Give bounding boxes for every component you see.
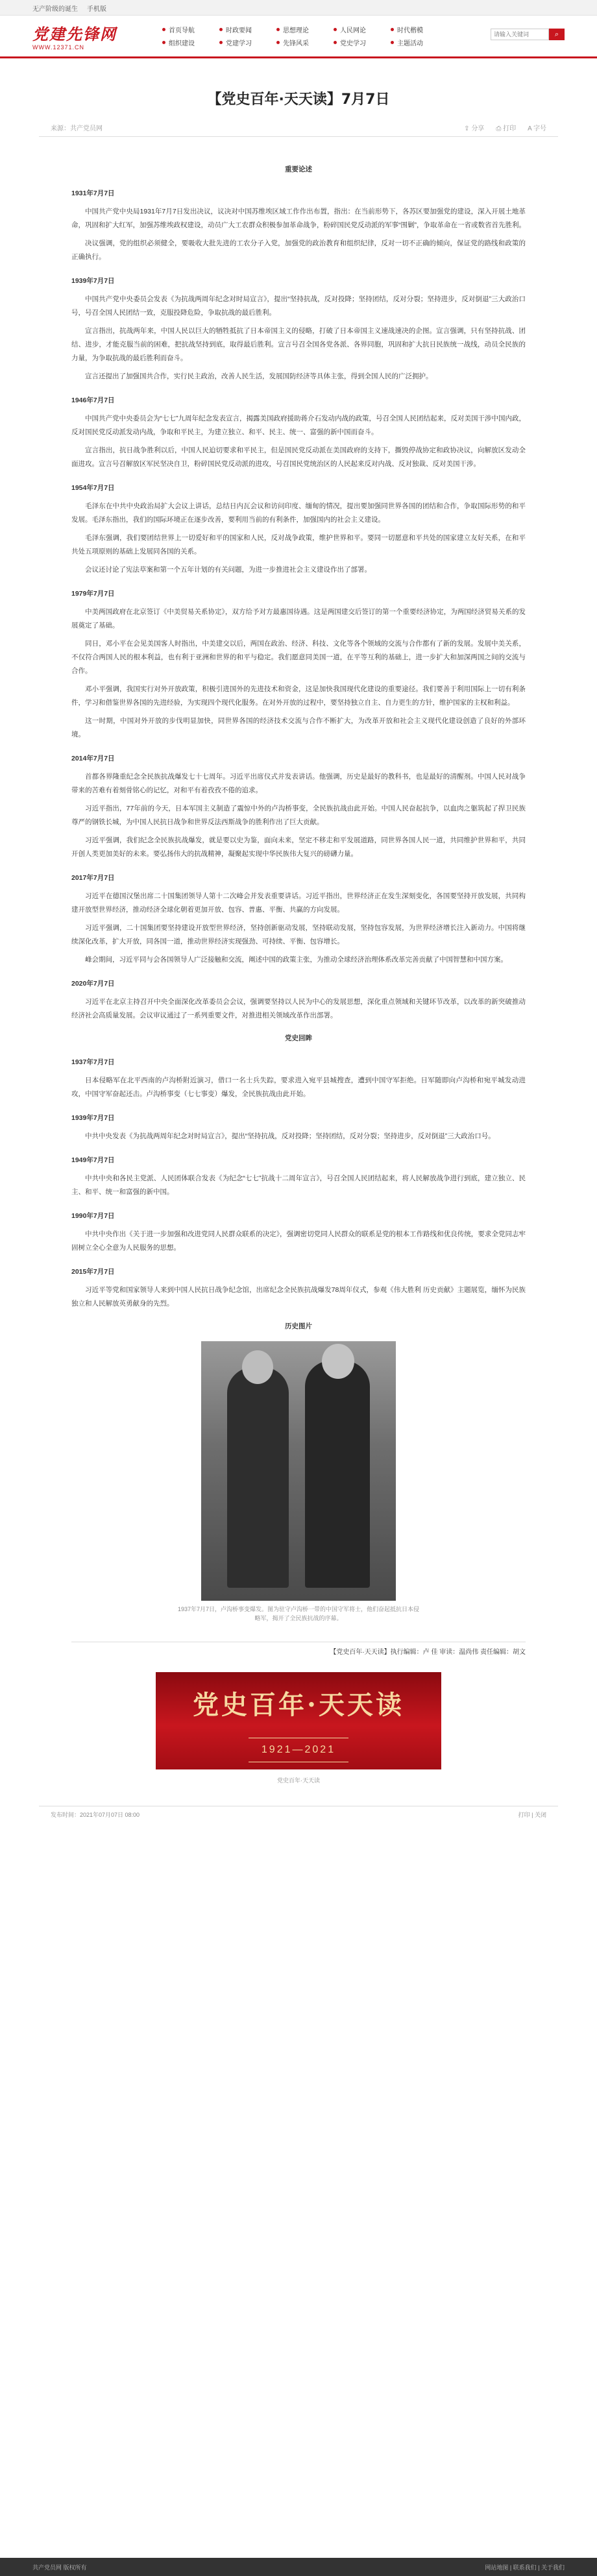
nav-item-2[interactable]: 思想理论 xyxy=(276,25,334,35)
paragraph: 同日，邓小平在会见美国客人时指出，中美建交以后，两国在政治、经济、科技、文化等各个领域的交流与合作都有了新的发展。发展中美关系，不仅符合两国人民的根本利益，也有利于亚洲和世界的和平与稳定。我们愿意同美国一道，在平等互利的基础上，进一步扩大和加深两国之间的交流与合作。 xyxy=(71,640,526,675)
section-history-blocks xyxy=(71,1056,526,1311)
year-heading: 2020年7月7日 xyxy=(71,980,115,988)
topbar-link-0[interactable]: 无产阶级的诞生 xyxy=(32,5,78,13)
year-heading: 1937年7月7日 xyxy=(71,1058,115,1066)
year-heading: 2017年7月7日 xyxy=(71,874,115,882)
year-heading: 1946年7月7日 xyxy=(71,396,115,404)
paragraph: 中国共产党中央委员会为“七七”九周年纪念发表宣言，揭露美国政府援助蒋介石发动内战的政策，号召全国人民团结起来，反对美国干涉中国内政，反对国民党反动派发动内战，争取和平民主，为建立独立、和平、民主、统一、富强的新中国而奋斗。 xyxy=(71,415,526,436)
paragraph: 宣言指出，抗日战争胜利以后，中国人民迫切要求和平民主，但是国民党反动派在美国政府的支持下，撕毁停战协定和政协决议，向解放区发动全面进攻。宣言号召解放区军民坚决自卫，粉碎国民党反动派的进攻，号召国民党统治区的人民起来反对内战、反对独裁、反对美国干涉。 xyxy=(71,446,526,468)
footer-copyright: 共产党员网 版权所有 xyxy=(32,2564,87,2571)
paragraph: 首都各界隆重纪念全民族抗战爆发七十七周年。习近平出席仪式并发表讲话。他强调，历史是最好的教科书，也是最好的清醒剂。中国人民对战争带来的苦难有着刻骨铭心的记忆，对和平有着孜孜不倦的追求。 xyxy=(71,773,526,794)
nav-item-1[interactable]: 时政要闻 xyxy=(219,25,276,35)
paragraph: 这一时期，中国对外开放的步伐明显加快，同世界各国的经济技术交流与合作不断扩大，为改革开放和社会主义现代化建设创造了良好的外部环境。 xyxy=(71,717,526,738)
section-heading-history: 党史回眸 xyxy=(285,1034,312,1042)
logo-url: WWW.12371.CN xyxy=(32,44,85,51)
section-heading-important: 重要论述 xyxy=(285,165,312,173)
article-tools xyxy=(464,123,546,132)
article-main xyxy=(39,88,558,1823)
paragraph: 宣言指出，抗战两年来，中国人民以巨大的牺牲抵抗了日本帝国主义的侵略，打破了日本帝国主义速战速决的企图。宣言强调，只有坚持抗战、团结、进步，才能克服当前的困难，把抗战坚持到底，取得最后胜利。宣言号召全国各党各派、各界同胞，巩固和扩大抗日民族统一战线，动员全民族的力量，为争取抗战的最后胜利而奋斗。 xyxy=(71,327,526,362)
paragraph: 习近平指出，77年前的今天，日本军国主义制造了震惊中外的卢沟桥事变，全民族抗战由此开始。中国人民奋起抗争，以血肉之躯筑起了捍卫民族尊严的钢铁长城，为中国人民抗日战争和世界反法西斯战争的胜利作出了巨大贡献。 xyxy=(71,805,526,826)
paragraph: 会议还讨论了宪法草案和第一个五年计划的有关问题，为进一步推进社会主义建设作出了部署。 xyxy=(85,566,371,574)
article-foot: 发布时间：2021年07月07日 08:00 打印 | 关闭 xyxy=(39,1806,558,1823)
banner-years: 1921—2021 xyxy=(249,1738,348,1762)
year-heading: 2014年7月7日 xyxy=(71,755,115,762)
nav-item-4[interactable]: 时代楷模 xyxy=(391,25,448,35)
paragraph: 中国共产党中央局1931年7月7日发出决议，议决对中国苏维埃区域工作作出布置，指出：在当前形势下，各苏区要加强党的建设，深入开展土地革命，巩固和扩大红军，加强苏维埃政权建设，动员广大工农群众积极参加革命战争，粉碎国民党反动派的军事“围剿”，争取革命在一省或数省首先胜利。 xyxy=(71,208,526,229)
section-important-blocks xyxy=(71,187,526,1023)
nav-item-3[interactable]: 人民网论 xyxy=(334,25,391,35)
article-meta xyxy=(39,123,558,137)
year-heading: 2015年7月7日 xyxy=(71,1268,115,1276)
series-banner xyxy=(156,1672,441,1769)
nav-item-5[interactable]: 组织建设 xyxy=(162,38,219,48)
main-nav xyxy=(162,25,448,48)
year-heading: 1949年7月7日 xyxy=(71,1156,115,1164)
paragraph: 宣言还提出了加强国共合作，实行民主政治，改善人民生活，发展国防经济等具体主张，得到全国人民的广泛拥护。 xyxy=(85,372,433,380)
paragraph: 习近平在德国汉堡出席二十国集团领导人第十二次峰会并发表重要讲话。习近平指出，世界经济正在发生深刻变化，各国要坚持开放发展，共同构建开放型世界经济，推动经济全球化朝着更加开放、包容、普惠、平衡、共赢的方向发展。 xyxy=(71,892,526,914)
year-heading: 1939年7月7日 xyxy=(71,277,115,285)
search-button[interactable] xyxy=(549,29,565,40)
nav-item-6[interactable]: 党建学习 xyxy=(219,38,276,48)
nav-item-8[interactable]: 党史学习 xyxy=(334,38,391,48)
nav-item-9[interactable]: 主题活动 xyxy=(391,38,448,48)
photo-caption: 1937年7月7日，卢沟桥事变爆发。图为驻守卢沟桥一带的中国守军将士，他们奋起抵抗日本侵略军，揭开了全民族抗战的序幕。 xyxy=(177,1606,420,1622)
logo-text: 党建先锋网 xyxy=(32,25,117,43)
article-title: 【党史百年·天天读】7月7日 xyxy=(207,91,390,108)
article-source: 来源：共产党员网 xyxy=(51,125,103,132)
site-header xyxy=(0,16,597,58)
paragraph: 日本侵略军在北平西南的卢沟桥附近演习，借口一名士兵失踪，要求进入宛平县城搜查，遭到中国守军拒绝。日军随即向卢沟桥和宛平城发动进攻，中国守军奋起还击。卢沟桥事变（七七事变）爆发，全民族抗战由此开始。 xyxy=(71,1076,526,1098)
paragraph: 中美两国政府在北京签订《中美贸易关系协定》，双方给予对方最惠国待遇。这是两国建交后签订的第一个重要经济协定，为两国经济贸易关系的发展奠定了基础。 xyxy=(71,608,526,629)
year-heading: 1979年7月7日 xyxy=(71,590,115,598)
search-input[interactable] xyxy=(491,29,549,40)
paragraph: 中共中央发表《为抗战两周年纪念对时局宣言》，提出“坚持抗战，反对投降；坚持团结，反对分裂；坚持进步，反对倒退”三大政治口号。 xyxy=(85,1132,495,1140)
paragraph: 习近平等党和国家领导人来到中国人民抗日战争纪念馆，出席纪念全民族抗战爆发78周年仪式，参观《伟大胜利 历史贡献》主题展览，缅怀为民族独立和人民解放英勇献身的先烈。 xyxy=(71,1286,526,1307)
topbar-link-mobile[interactable]: 手机版 xyxy=(87,5,106,13)
banner-caption: 党史百年·天天读 xyxy=(277,1777,320,1784)
top-bar xyxy=(0,0,597,16)
historical-photo xyxy=(201,1341,396,1601)
paragraph: 决议强调，党的组织必须健全，要吸收大批先进的工农分子入党，加强党的政治教育和组织纪律，反对一切不正确的倾向，保证党的路线和政策的正确执行。 xyxy=(71,239,526,261)
site-logo[interactable] xyxy=(32,18,136,55)
paragraph: 中共中央作出《关于进一步加强和改进党同人民群众联系的决定》，强调密切党同人民群众的联系是党的根本工作路线和优良传统，要求全党同志牢固树立全心全意为人民服务的思想。 xyxy=(71,1230,526,1252)
year-heading: 1931年7月7日 xyxy=(71,189,115,197)
banner-title: 党史百年·天天读 xyxy=(193,1689,404,1720)
search-icon: ⌕ xyxy=(554,30,559,38)
paragraph: 习近平强调，我们纪念全民族抗战爆发，就是要以史为鉴，面向未来，坚定不移走和平发展道路，同世界各国人民一道，共同维护世界和平，共同开创人类更加美好的未来。要弘扬伟大的抗战精神，凝聚起实现中华民族伟大复兴的磅礴力量。 xyxy=(71,836,526,858)
paragraph: 毛泽东在中共中央政治局扩大会议上讲话，总结日内瓦会议和访问印度、缅甸的情况，提出要加强同世界各国的团结和合作，争取国际形势的和平发展。毛泽东指出，我们的国际环境正在逐步改善，要利用当前的有利条件，加强国内的社会主义建设。 xyxy=(71,502,526,524)
paragraph: 毛泽东强调，我们要团结世界上一切爱好和平的国家和人民，反对战争政策，维护世界和平。要同一切愿意和平共处的国家建立友好关系，在和平共处五项原则的基础上发展同各国的关系。 xyxy=(71,534,526,555)
paragraph: 邓小平强调，我国实行对外开放政策，积极引进国外的先进技术和资金，这是加快我国现代化建设的重要途径。我们要善于利用国际上一切有利条件，学习和借鉴世界各国的先进经验，为实现四个现代化服务。在对外开放的过程中，要坚持独立自主、自力更生的方针，维护国家的主权和利益。 xyxy=(71,685,526,707)
font-size-button[interactable]: A 字号 xyxy=(528,125,546,132)
print-link[interactable]: 打印 xyxy=(518,1811,530,1818)
paragraph: 习近平强调，二十国集团要坚持建设开放型世界经济，坚持创新驱动发展，坚持联动发展，坚持包容发展，为世界经济增长注入新动力。中国将继续深化改革，扩大开放，同各国一道，推动世界经济实现强劲、可持续、平衡、包容增长。 xyxy=(71,924,526,945)
year-heading: 1954年7月7日 xyxy=(71,484,115,492)
nav-item-7[interactable]: 先锋风采 xyxy=(276,38,334,48)
paragraph: 习近平在北京主持召开中央全面深化改革委员会会议，强调要坚持以人民为中心的发展思想，深化重点领域和关键环节改革，以改革的新突破推动经济社会高质量发展。会议审议通过了一系列重要文件，对推进相关领域改革作出部署。 xyxy=(71,998,526,1019)
footer-links[interactable]: 网站地图 | 联系我们 | 关于我们 xyxy=(485,2564,565,2571)
print-button[interactable]: ⎙ 打印 xyxy=(496,125,517,132)
year-heading: 1990年7月7日 xyxy=(71,1212,115,1220)
paragraph: 中共中央和各民主党派、人民团体联合发表《为纪念“七七”抗战十二周年宣言》，号召全国人民团结起来，将人民解放战争进行到底，建立独立、民主、和平、统一和富强的新中国。 xyxy=(71,1174,526,1196)
close-link[interactable]: 关闭 xyxy=(534,1811,546,1818)
search-box xyxy=(491,29,565,40)
nav-item-0[interactable]: 首页导航 xyxy=(162,25,219,35)
section-heading-photo: 历史图片 xyxy=(285,1322,312,1330)
article-content xyxy=(39,137,558,1786)
share-button[interactable]: ⇪ 分享 xyxy=(464,125,485,132)
editor-credit: 【党史百年·天天读】执行编辑：卢 佳 审读：温尚伟 责任编辑：胡文 xyxy=(71,1642,526,1663)
paragraph: 中国共产党中央委员会发表《为抗战两周年纪念对时局宣言》，提出“坚持抗战，反对投降；坚持团结，反对分裂；坚持进步，反对倒退”三大政治口号，号召全国人民团结一致，克服投降危险，争取抗战的最后胜利。 xyxy=(71,295,526,317)
paragraph: 峰会期间，习近平同与会各国领导人广泛接触和交流，阐述中国的政策主张，为推动全球经济治理体系改革完善贡献了中国智慧和中国方案。 xyxy=(85,956,507,964)
year-heading: 1939年7月7日 xyxy=(71,1114,115,1122)
publish-time: 发布时间：2021年07月07日 08:00 xyxy=(51,1811,140,1818)
site-footer xyxy=(0,2558,597,2576)
